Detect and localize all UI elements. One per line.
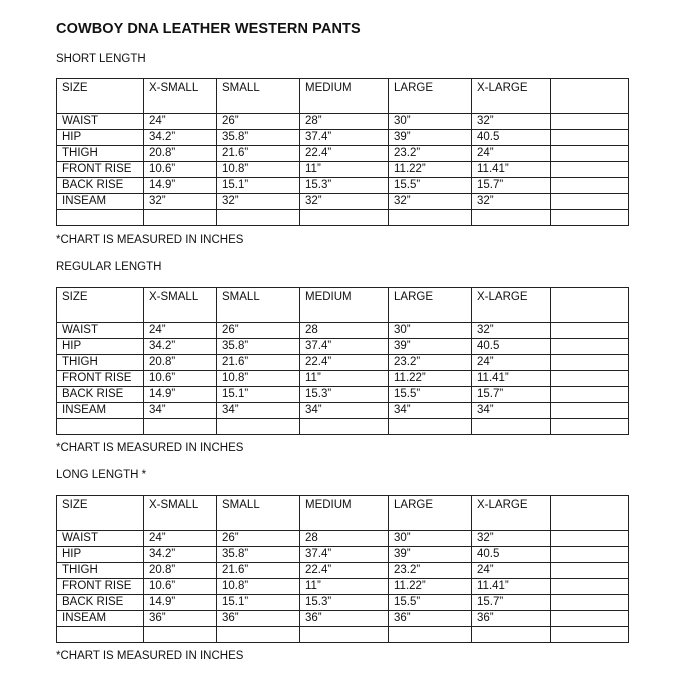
table-cell: 24”: [472, 355, 551, 371]
header-cell: X-LARGE: [472, 79, 551, 114]
table-cell: FRONT RISE: [57, 162, 144, 178]
table-row: [57, 387, 629, 403]
table-row: [57, 194, 629, 210]
table-cell: 15.1”: [217, 595, 300, 611]
table-cell: 20.8”: [144, 563, 217, 579]
table-cell: 39”: [389, 547, 472, 563]
table-cell: 15.5”: [389, 387, 472, 403]
table-cell: 11.22”: [389, 579, 472, 595]
table-cell: 39”: [389, 339, 472, 355]
table-cell: [551, 547, 629, 563]
page-title: COWBOY DNA LEATHER WESTERN PANTS: [56, 21, 361, 37]
table-cell: 24”: [472, 146, 551, 162]
table-cell: 22.4”: [300, 146, 389, 162]
header-cell: MEDIUM: [300, 79, 389, 114]
table-row: [57, 403, 629, 419]
table-cell: [551, 178, 629, 194]
table-cell: 21.6”: [217, 355, 300, 371]
table-cell: THIGH: [57, 146, 144, 162]
table-row: [57, 323, 629, 339]
header-cell: LARGE: [389, 288, 472, 323]
table-cell: [551, 194, 629, 210]
table-cell: 11.41”: [472, 371, 551, 387]
table-cell: 34”: [217, 403, 300, 419]
table-cell: 24”: [144, 114, 217, 130]
table-cell: 11”: [300, 579, 389, 595]
table-cell: [551, 323, 629, 339]
table-cell: 32”: [472, 194, 551, 210]
table-cell: 36”: [144, 611, 217, 627]
header-cell: LARGE: [389, 496, 472, 531]
table-row: [57, 178, 629, 194]
table-cell: 37.4”: [300, 339, 389, 355]
table-cell: FRONT RISE: [57, 371, 144, 387]
table-cell: 10.8”: [217, 162, 300, 178]
header-cell: SMALL: [217, 79, 300, 114]
header-cell: SMALL: [217, 288, 300, 323]
header-cell: X-SMALL: [144, 496, 217, 531]
table-cell: 32”: [389, 194, 472, 210]
table-cell: 32”: [300, 194, 389, 210]
table-cell: 10.8”: [217, 371, 300, 387]
table-blank-row: [57, 210, 629, 226]
table-cell: [551, 595, 629, 611]
table-cell: 24”: [144, 323, 217, 339]
table-cell: 21.6”: [217, 563, 300, 579]
table-cell: 34”: [389, 403, 472, 419]
table-cell: [551, 130, 629, 146]
table-row: [57, 531, 629, 547]
table-row: [57, 162, 629, 178]
table-row: [57, 130, 629, 146]
table-cell: 14.9”: [144, 595, 217, 611]
table-blank-row: [57, 419, 629, 435]
table-cell: 34.2”: [144, 130, 217, 146]
table-cell: 15.1”: [217, 387, 300, 403]
table-cell: 40.5: [472, 339, 551, 355]
table-cell: 15.5”: [389, 595, 472, 611]
table-cell: 36”: [300, 611, 389, 627]
table-row: [57, 547, 629, 563]
table-cell: 11”: [300, 371, 389, 387]
table-cell: 24”: [144, 531, 217, 547]
table-header-row: [57, 288, 629, 323]
table-cell: 32”: [144, 194, 217, 210]
table-cell: FRONT RISE: [57, 579, 144, 595]
table-cell: [551, 371, 629, 387]
table-cell: 23.2”: [389, 146, 472, 162]
table-row: [57, 595, 629, 611]
table-cell: 32”: [472, 323, 551, 339]
header-cell: [551, 496, 629, 531]
table-cell: 35.8”: [217, 339, 300, 355]
table-cell: 32”: [217, 194, 300, 210]
header-cell: [551, 79, 629, 114]
table-cell: [551, 114, 629, 130]
table-cell: 36”: [389, 611, 472, 627]
table-cell: 28”: [300, 114, 389, 130]
table-cell: 35.8”: [217, 130, 300, 146]
table-cell: WAIST: [57, 114, 144, 130]
table-cell: THIGH: [57, 355, 144, 371]
table-cell: 30”: [389, 531, 472, 547]
table-cell: 15.7”: [472, 595, 551, 611]
table-cell: 20.8”: [144, 146, 217, 162]
header-cell: SIZE: [57, 79, 144, 114]
table-row: [57, 563, 629, 579]
table-cell: 26”: [217, 531, 300, 547]
table-cell: 40.5: [472, 130, 551, 146]
table-cell: 15.1”: [217, 178, 300, 194]
table-cell: 21.6”: [217, 146, 300, 162]
header-cell: SIZE: [57, 496, 144, 531]
table-row: [57, 355, 629, 371]
table-cell: 23.2”: [389, 355, 472, 371]
size-table-short: [56, 78, 629, 226]
table-cell: BACK RISE: [57, 387, 144, 403]
table-cell: INSEAM: [57, 403, 144, 419]
table-cell: 24”: [472, 563, 551, 579]
table-cell: [551, 403, 629, 419]
table-cell: INSEAM: [57, 194, 144, 210]
table-cell: 15.5”: [389, 178, 472, 194]
table-cell: 11.22”: [389, 371, 472, 387]
table-cell: 36”: [217, 611, 300, 627]
measurement-note: *CHART IS MEASURED IN INCHES: [56, 234, 244, 246]
table-cell: [551, 146, 629, 162]
table-cell: 20.8”: [144, 355, 217, 371]
table-cell: 36”: [472, 611, 551, 627]
table-cell: 11.41”: [472, 162, 551, 178]
table-cell: 11.22”: [389, 162, 472, 178]
table-cell: 35.8”: [217, 547, 300, 563]
table-cell: 15.3”: [300, 387, 389, 403]
table-cell: 10.6”: [144, 162, 217, 178]
table-cell: 32”: [472, 531, 551, 547]
table-cell: 15.3”: [300, 595, 389, 611]
table-cell: 15.7”: [472, 387, 551, 403]
table-cell: 28: [300, 323, 389, 339]
table-cell: 34.2”: [144, 339, 217, 355]
table-cell: 10.6”: [144, 371, 217, 387]
header-cell: X-SMALL: [144, 79, 217, 114]
table-cell: WAIST: [57, 323, 144, 339]
table-cell: INSEAM: [57, 611, 144, 627]
table-row: [57, 339, 629, 355]
header-cell: X-SMALL: [144, 288, 217, 323]
table-cell: [551, 339, 629, 355]
table-cell: 37.4”: [300, 547, 389, 563]
table-cell: 10.8”: [217, 579, 300, 595]
header-cell: SMALL: [217, 496, 300, 531]
table-cell: HIP: [57, 547, 144, 563]
table-cell: [551, 579, 629, 595]
table-row: [57, 371, 629, 387]
table-cell: BACK RISE: [57, 178, 144, 194]
header-cell: MEDIUM: [300, 496, 389, 531]
section-label-long: LONG LENGTH *: [56, 469, 147, 481]
header-cell: [551, 288, 629, 323]
table-cell: 37.4”: [300, 130, 389, 146]
measurement-note: *CHART IS MEASURED IN INCHES: [56, 650, 244, 662]
table-cell: [551, 611, 629, 627]
table-cell: BACK RISE: [57, 595, 144, 611]
table-row: [57, 146, 629, 162]
table-cell: 39”: [389, 130, 472, 146]
table-cell: 23.2”: [389, 563, 472, 579]
table-cell: 22.4”: [300, 563, 389, 579]
table-cell: HIP: [57, 130, 144, 146]
table-cell: 34”: [300, 403, 389, 419]
table-cell: WAIST: [57, 531, 144, 547]
table-cell: HIP: [57, 339, 144, 355]
table-cell: 10.6”: [144, 579, 217, 595]
table-blank-row: [57, 627, 629, 643]
table-cell: [551, 162, 629, 178]
header-cell: SIZE: [57, 288, 144, 323]
size-table-long: [56, 495, 629, 643]
table-row: [57, 611, 629, 627]
table-cell: THIGH: [57, 563, 144, 579]
table-cell: 30”: [389, 323, 472, 339]
table-cell: [551, 563, 629, 579]
table-header-row: [57, 496, 629, 531]
table-row: [57, 114, 629, 130]
table-cell: [551, 355, 629, 371]
header-cell: MEDIUM: [300, 288, 389, 323]
table-cell: 28: [300, 531, 389, 547]
table-cell: [551, 531, 629, 547]
table-cell: 11”: [300, 162, 389, 178]
table-cell: 32”: [472, 114, 551, 130]
table-cell: 34”: [144, 403, 217, 419]
section-label-regular: REGULAR LENGTH: [56, 261, 162, 273]
table-cell: 14.9”: [144, 178, 217, 194]
table-cell: 26”: [217, 114, 300, 130]
table-cell: [551, 387, 629, 403]
table-cell: 26”: [217, 323, 300, 339]
table-cell: 34”: [472, 403, 551, 419]
table-row: [57, 579, 629, 595]
table-cell: 34.2”: [144, 547, 217, 563]
measurement-note: *CHART IS MEASURED IN INCHES: [56, 442, 244, 454]
table-cell: 40.5: [472, 547, 551, 563]
header-cell: LARGE: [389, 79, 472, 114]
table-cell: 15.3”: [300, 178, 389, 194]
header-cell: X-LARGE: [472, 496, 551, 531]
table-cell: 11.41”: [472, 579, 551, 595]
table-cell: 30”: [389, 114, 472, 130]
table-cell: 15.7”: [472, 178, 551, 194]
table-header-row: [57, 79, 629, 114]
table-cell: 22.4”: [300, 355, 389, 371]
table-cell: 14.9”: [144, 387, 217, 403]
section-label-short: SHORT LENGTH: [56, 53, 146, 65]
size-table-regular: [56, 287, 629, 435]
header-cell: X-LARGE: [472, 288, 551, 323]
